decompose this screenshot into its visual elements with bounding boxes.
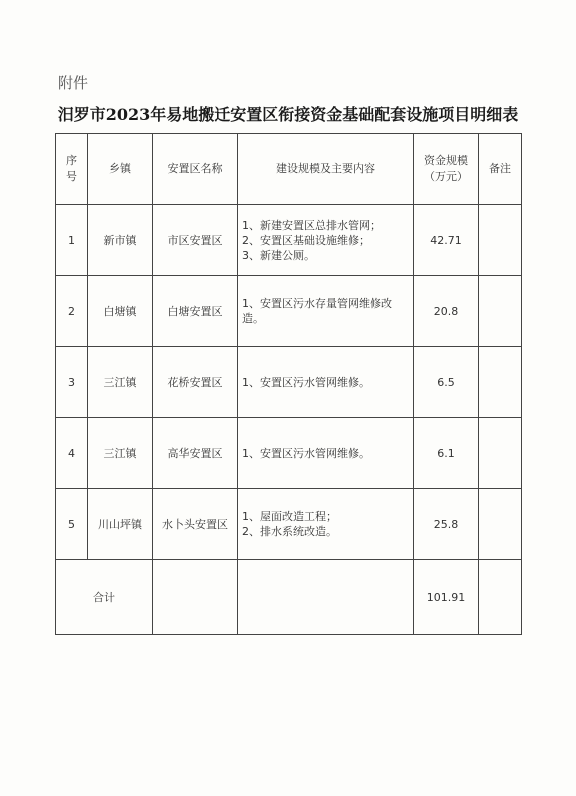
row-town: 白塘镇	[88, 276, 153, 347]
row-remark	[479, 418, 522, 489]
row-content	[238, 276, 414, 347]
row-fund: 20.8	[414, 276, 479, 347]
total-content-cell	[238, 560, 414, 635]
total-area-cell	[153, 560, 238, 635]
row-no: 5	[56, 489, 88, 560]
table-header-row	[56, 134, 522, 205]
row-content	[238, 205, 414, 276]
content-line: 2、排水系统改造。	[242, 525, 337, 538]
header-no	[56, 134, 88, 205]
content-line: 造。	[242, 312, 264, 325]
row-no: 1	[56, 205, 88, 276]
row-town: 三江镇	[88, 347, 153, 418]
row-town: 新市镇	[88, 205, 153, 276]
row-area: 市区安置区	[153, 205, 238, 276]
table-row	[56, 347, 522, 418]
content-line: 1、安置区污水管网维修。	[242, 375, 370, 389]
total-row	[56, 560, 522, 635]
attachment-label: 附件	[58, 74, 89, 92]
total-fund: 101.91	[414, 560, 479, 635]
header-remark: 备注	[479, 134, 522, 205]
row-area: 水卜头安置区	[153, 489, 238, 560]
row-no: 3	[56, 347, 88, 418]
table-row	[56, 205, 522, 276]
row-remark	[479, 347, 522, 418]
header-no-line1: 序	[66, 154, 77, 167]
row-content	[238, 418, 414, 489]
header-fund-line2: （万元）	[424, 170, 468, 183]
table-row	[56, 489, 522, 560]
header-fund-line1: 资金规模	[424, 154, 468, 167]
content-line: 3、新建公厕。	[242, 248, 315, 262]
row-area: 花桥安置区	[153, 347, 238, 418]
table-row	[56, 276, 522, 347]
row-fund: 6.5	[414, 347, 479, 418]
content-line: 2、安置区基础设施维修；	[242, 233, 370, 247]
content-line: 1、新建安置区总排水管网；	[242, 218, 381, 232]
project-table	[55, 133, 522, 635]
row-fund: 6.1	[414, 418, 479, 489]
header-fund	[414, 134, 479, 205]
row-remark	[479, 276, 522, 347]
content-line: 1、安置区污水存量管网维修改	[242, 297, 392, 310]
header-content: 建设规模及主要内容	[238, 134, 414, 205]
total-label: 合计	[56, 560, 153, 635]
row-no: 2	[56, 276, 88, 347]
row-area: 白塘安置区	[153, 276, 238, 347]
row-town: 川山坪镇	[88, 489, 153, 560]
header-area: 安置区名称	[153, 134, 238, 205]
row-remark	[479, 489, 522, 560]
row-content	[238, 347, 414, 418]
total-remark-cell	[479, 560, 522, 635]
document-title: 汨罗市2023年易地搬迁安置区衔接资金基础配套设施项目明细表	[57, 105, 519, 124]
row-town: 三江镇	[88, 418, 153, 489]
row-remark	[479, 205, 522, 276]
row-no: 4	[56, 418, 88, 489]
row-area: 高华安置区	[153, 418, 238, 489]
table-row	[56, 418, 522, 489]
table-body	[56, 205, 522, 560]
row-content	[238, 489, 414, 560]
header-town: 乡镇	[88, 134, 153, 205]
row-fund: 42.71	[414, 205, 479, 276]
content-line: 1、屋面改造工程；	[242, 510, 337, 523]
content-line: 1、安置区污水管网维修。	[242, 446, 370, 460]
header-no-line2: 号	[66, 170, 77, 183]
row-fund: 25.8	[414, 489, 479, 560]
